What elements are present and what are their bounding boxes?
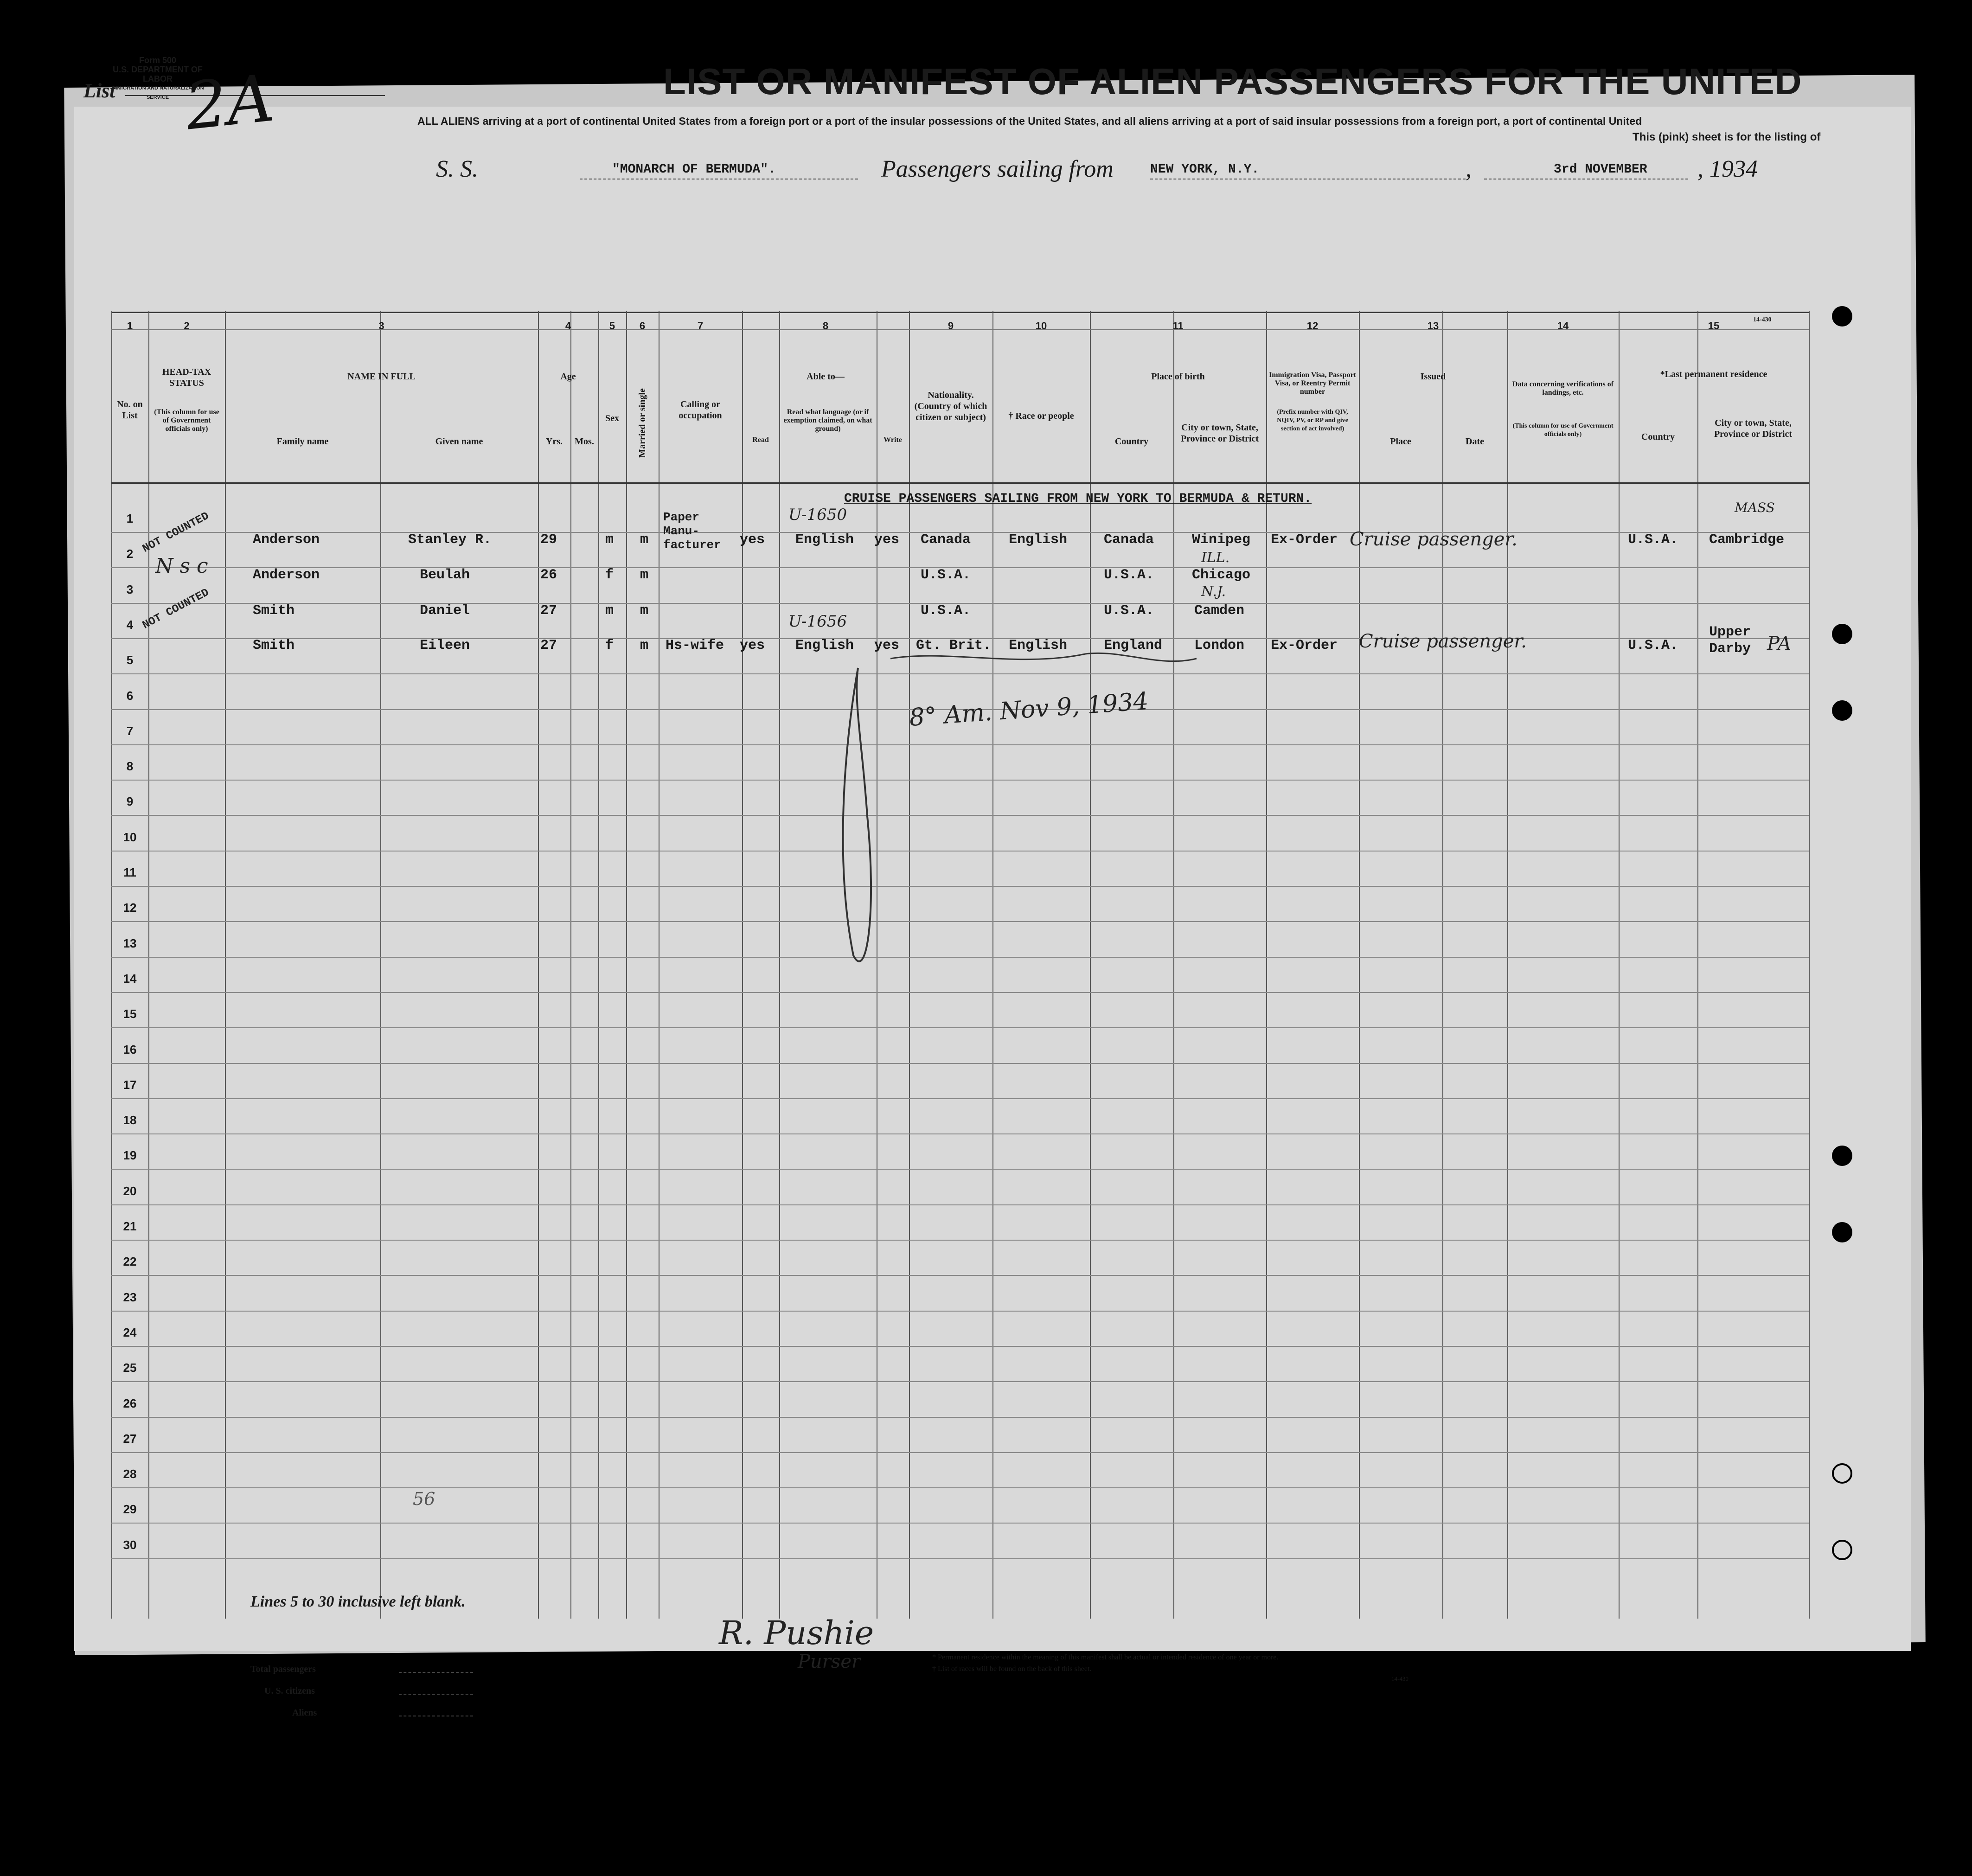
purser-signature: R. Pushie [719, 1614, 874, 1652]
col-number-9: 9 [948, 320, 954, 332]
ill-note: ILL. [1201, 550, 1230, 566]
calling: Paper Manu-facturer [663, 510, 721, 552]
ss-label: S. S. [436, 156, 478, 182]
row-line [111, 992, 1809, 993]
sailing-year: , 1934 [1697, 156, 1758, 182]
subtitle-pink-sheet: This (pink) sheet is for the listing of [1633, 131, 1821, 143]
nj-note: N.J. [1201, 583, 1226, 600]
purser-title: Purser [798, 1651, 861, 1672]
binder-hole [1832, 700, 1852, 721]
read: yes [740, 532, 765, 548]
visa: Ex-Order [1271, 532, 1338, 548]
row-line [111, 1487, 1809, 1488]
hdr-visa: Immigration Visa, Passport Visa, or Reentry Permit number [1269, 371, 1356, 396]
row-number: 10 [123, 830, 137, 844]
row-line [111, 1452, 1809, 1453]
hdr-birth-city: City or town, State, Province or District [1180, 423, 1259, 444]
binder-hole [1832, 1222, 1852, 1242]
row-number: 1 [126, 512, 134, 525]
row-line [111, 1098, 1809, 1099]
row-number: 15 [123, 1007, 137, 1021]
hdr-name-in-full: NAME IN FULL [347, 371, 416, 382]
not-counted-stamp-2: NOT COUNTED [140, 586, 211, 632]
row-number: 20 [123, 1184, 137, 1198]
hdr-family-name: Family name [276, 436, 329, 447]
hdr-birth-country: Country [1114, 436, 1149, 447]
col-number-3: 3 [378, 320, 384, 332]
residence-country: U.S.A. [1628, 532, 1678, 548]
row-number: 6 [126, 689, 134, 703]
hdr-head-tax-note: (This column for use of Government officials only) [154, 408, 219, 433]
age-years: 27 [540, 638, 557, 653]
comma: , [1466, 156, 1472, 182]
row-number: 7 [126, 724, 134, 738]
row-number: 30 [123, 1538, 137, 1552]
sex: m [605, 603, 614, 619]
nationality: U.S.A. [921, 603, 971, 619]
row-number: 14 [123, 972, 137, 986]
family-name: Smith [253, 638, 295, 653]
nationality: U.S.A. [921, 567, 971, 583]
total-passengers-line [399, 1672, 473, 1673]
married: m [640, 532, 649, 548]
residence-country: U.S.A. [1628, 638, 1678, 653]
col-number-6: 6 [639, 320, 646, 332]
family-name: Anderson [253, 567, 320, 583]
col-number-11: 11 [1172, 320, 1184, 332]
us-citizens-line [399, 1694, 473, 1695]
given-name: Daniel [420, 603, 470, 619]
hdr-mos: Mos. [575, 436, 594, 447]
row-number: 9 [126, 794, 134, 808]
list-number-handwritten: 2A [182, 60, 278, 145]
binder-hole [1832, 624, 1852, 644]
footnote-residence: * Permanent residence within the meaning of this manifest shall be actual or intended residence of one year or more. [932, 1653, 1279, 1661]
family-name: Anderson [253, 532, 320, 548]
age-years: 29 [540, 532, 557, 548]
hdr-last-residence: *Last permanent residence [1660, 369, 1767, 379]
row-line [111, 1558, 1809, 1559]
u1656-note: U-1656 [788, 612, 847, 631]
family-name: Smith [253, 603, 295, 619]
sailing-label: Passengers sailing from [881, 156, 1114, 182]
race: English [1009, 638, 1068, 653]
col-number-12: 12 [1306, 320, 1319, 332]
hdr-calling: Calling or occupation [679, 399, 722, 421]
visa: Ex-Order [1271, 638, 1338, 653]
row-line [111, 1169, 1809, 1170]
lines-blank-note: Lines 5 to 30 inclusive left blank. [250, 1593, 466, 1610]
nationality: Canada [921, 532, 971, 548]
port-name: NEW YORK, N.Y. [1150, 162, 1260, 177]
mass-note: MASS [1735, 500, 1775, 515]
us-citizens-label: U. S. citizens [264, 1686, 315, 1696]
hdr-no-on-list: No. on List [117, 399, 143, 421]
col-number-13: 13 [1427, 320, 1439, 332]
row-number: 17 [123, 1078, 137, 1092]
footer-form-code: 14-430 [1391, 1675, 1409, 1682]
total-passengers-label: Total passengers [250, 1664, 316, 1674]
sex: f [605, 567, 614, 583]
row-line [111, 1275, 1809, 1276]
hdr-race: † Race or people [1008, 411, 1074, 421]
hdr-able-to: Able to— [807, 371, 845, 382]
read-language: English [795, 532, 854, 548]
row-number: 4 [126, 618, 134, 632]
row-number: 19 [123, 1148, 137, 1162]
birth-country: Canada [1104, 532, 1154, 548]
hdr-issued-date: Date [1466, 436, 1484, 447]
col-number-2: 2 [184, 320, 190, 332]
calling: Hs-wife [666, 638, 724, 653]
binder-hole [1832, 1463, 1852, 1484]
birth-country: England [1104, 638, 1163, 653]
ship-name: "MONARCH OF BERMUDA". [612, 162, 776, 177]
row-number: 28 [123, 1467, 137, 1481]
sex: f [605, 638, 614, 653]
col-number-4: 4 [565, 320, 571, 332]
row-number: 8 [126, 759, 134, 773]
row-number: 18 [123, 1113, 137, 1127]
hdr-residence-city: City or town, State, Province or District [1714, 418, 1793, 439]
hdr-verifications: Data concerning verifications of landings, etc. [1512, 380, 1614, 397]
age-years: 26 [540, 567, 557, 583]
row-number: 29 [123, 1502, 137, 1516]
hdr-verifications-note: (This column for use of Government officials only) [1512, 423, 1613, 438]
inspector-date-note: 8° Am. Nov 9, 1934 [908, 687, 1150, 732]
residence-city: Upper Darby [1709, 624, 1751, 657]
row-number: 24 [123, 1325, 137, 1339]
hdr-visa-note: (Prefix number with QIV, NQIV, PV, or RP and give section of act involved) [1277, 409, 1348, 432]
birth-country: U.S.A. [1104, 567, 1154, 583]
row-number: 3 [126, 583, 134, 596]
row-number: 27 [123, 1432, 137, 1446]
nationality: Gt. Brit. [916, 638, 992, 653]
hdr-yrs: Yrs. [545, 436, 563, 447]
row-line [111, 1417, 1809, 1418]
pa-note: PA [1767, 633, 1792, 654]
row-line [111, 1063, 1809, 1064]
age-years: 27 [540, 603, 557, 619]
given-name: Beulah [420, 567, 470, 583]
cruise-heading: CRUISE PASSENGERS SAILING FROM NEW YORK TO BERMUDA & RETURN. [844, 492, 1312, 506]
department: U.S. DEPARTMENT OF LABOR [113, 65, 203, 83]
hdr-issued: Issued [1420, 371, 1446, 382]
write: yes [874, 532, 900, 548]
row-number: 16 [123, 1043, 137, 1056]
col-number-14: 14 [1557, 320, 1569, 332]
hdr-read: Read [752, 436, 769, 444]
married: m [640, 603, 649, 619]
inspector-signature [826, 631, 1289, 983]
row-line [111, 1204, 1809, 1205]
u1650-note: U-1650 [788, 506, 847, 524]
form-number: Form 500 [139, 56, 177, 65]
hdr-head-tax: HEAD-TAX STATUS [162, 367, 211, 388]
cruise-passenger-note-2: Cruise passenger. [1359, 631, 1527, 652]
hdr-married: Married or single [637, 388, 647, 458]
row-number: 25 [123, 1361, 137, 1375]
binder-hole [1832, 1540, 1852, 1560]
col-number-1: 1 [127, 320, 133, 332]
row-line [111, 1027, 1809, 1028]
service: IMMIGRATION AND NATURALIZATION SERVICE [111, 85, 204, 100]
hdr-sex: Sex [605, 413, 619, 423]
sailing-date: 3rd NOVEMBER [1554, 162, 1647, 177]
read-language: English [795, 638, 854, 653]
race: English [1009, 532, 1068, 548]
married: m [640, 567, 649, 583]
hdr-given-name: Given name [435, 436, 483, 447]
binder-hole [1832, 306, 1852, 327]
col-number-8: 8 [822, 320, 829, 332]
row-line [111, 1240, 1809, 1241]
row-line [111, 1523, 1809, 1524]
col-number-5: 5 [609, 320, 615, 332]
subtitle: ALL ALIENS arriving at a port of continental United States from a foreign port or a port of the insular possessions of the United States, and all aliens arriving at a port of said insular possessions from a foreign port, a port of continental United [417, 115, 1642, 127]
hdr-place-of-birth: Place of birth [1151, 371, 1205, 382]
hdr-age: Age [560, 371, 576, 382]
footnote-races: † List of races will be found on the back of this sheet. [932, 1665, 1092, 1673]
married: m [640, 638, 649, 653]
write: yes [874, 638, 900, 653]
row-number: 2 [126, 547, 134, 561]
row-number: 5 [126, 653, 134, 667]
nsc-note: N s c [155, 554, 208, 578]
hdr-issued-place: Place [1390, 436, 1411, 447]
row-line [111, 1133, 1809, 1134]
row-number: 26 [123, 1396, 137, 1410]
col-number-10: 10 [1035, 320, 1047, 332]
hdr-write: Write [884, 436, 902, 444]
birth-city: London [1194, 638, 1245, 653]
col-number-15: 15 [1708, 320, 1720, 332]
header-form-code: 14-430 [1753, 316, 1772, 323]
page-title: LIST OR MANIFEST OF ALIEN PASSENGERS FOR THE UNITED [663, 61, 1802, 102]
birth-city: Chicago [1192, 567, 1251, 583]
page-number-56: 56 [413, 1489, 435, 1509]
birth-city: Winipeg [1192, 532, 1251, 548]
given-name: Stanley R. [408, 532, 492, 548]
binder-hole [1832, 1146, 1852, 1166]
cruise-passenger-note-1: Cruise passenger. [1350, 529, 1517, 550]
row-line [111, 1381, 1809, 1382]
birth-city: Camden [1194, 603, 1245, 619]
row-line [111, 1311, 1809, 1312]
sex: m [605, 532, 614, 548]
row-line [111, 1346, 1809, 1347]
given-name: Eileen [420, 638, 470, 653]
aliens-label: Aliens [292, 1708, 317, 1718]
col-number-7: 7 [697, 320, 704, 332]
row-number: 23 [123, 1290, 137, 1304]
birth-country: U.S.A. [1104, 603, 1154, 619]
row-number: 22 [123, 1255, 137, 1268]
row-number: 11 [123, 865, 136, 879]
hdr-read-language: Read what language (or if exemption claimed, on what ground) [783, 408, 872, 433]
row-number: 12 [123, 901, 137, 915]
row-number: 21 [123, 1219, 137, 1233]
read: yes [740, 638, 765, 653]
hdr-nationality: Nationality. (Country of which citizen or subject) [914, 390, 987, 423]
list-label: List [83, 79, 115, 102]
hdr-residence-country: Country [1641, 432, 1675, 442]
residence-city: Cambridge [1709, 532, 1785, 548]
row-number: 13 [123, 936, 137, 950]
not-counted-stamp-1: NOT COUNTED [140, 510, 211, 556]
